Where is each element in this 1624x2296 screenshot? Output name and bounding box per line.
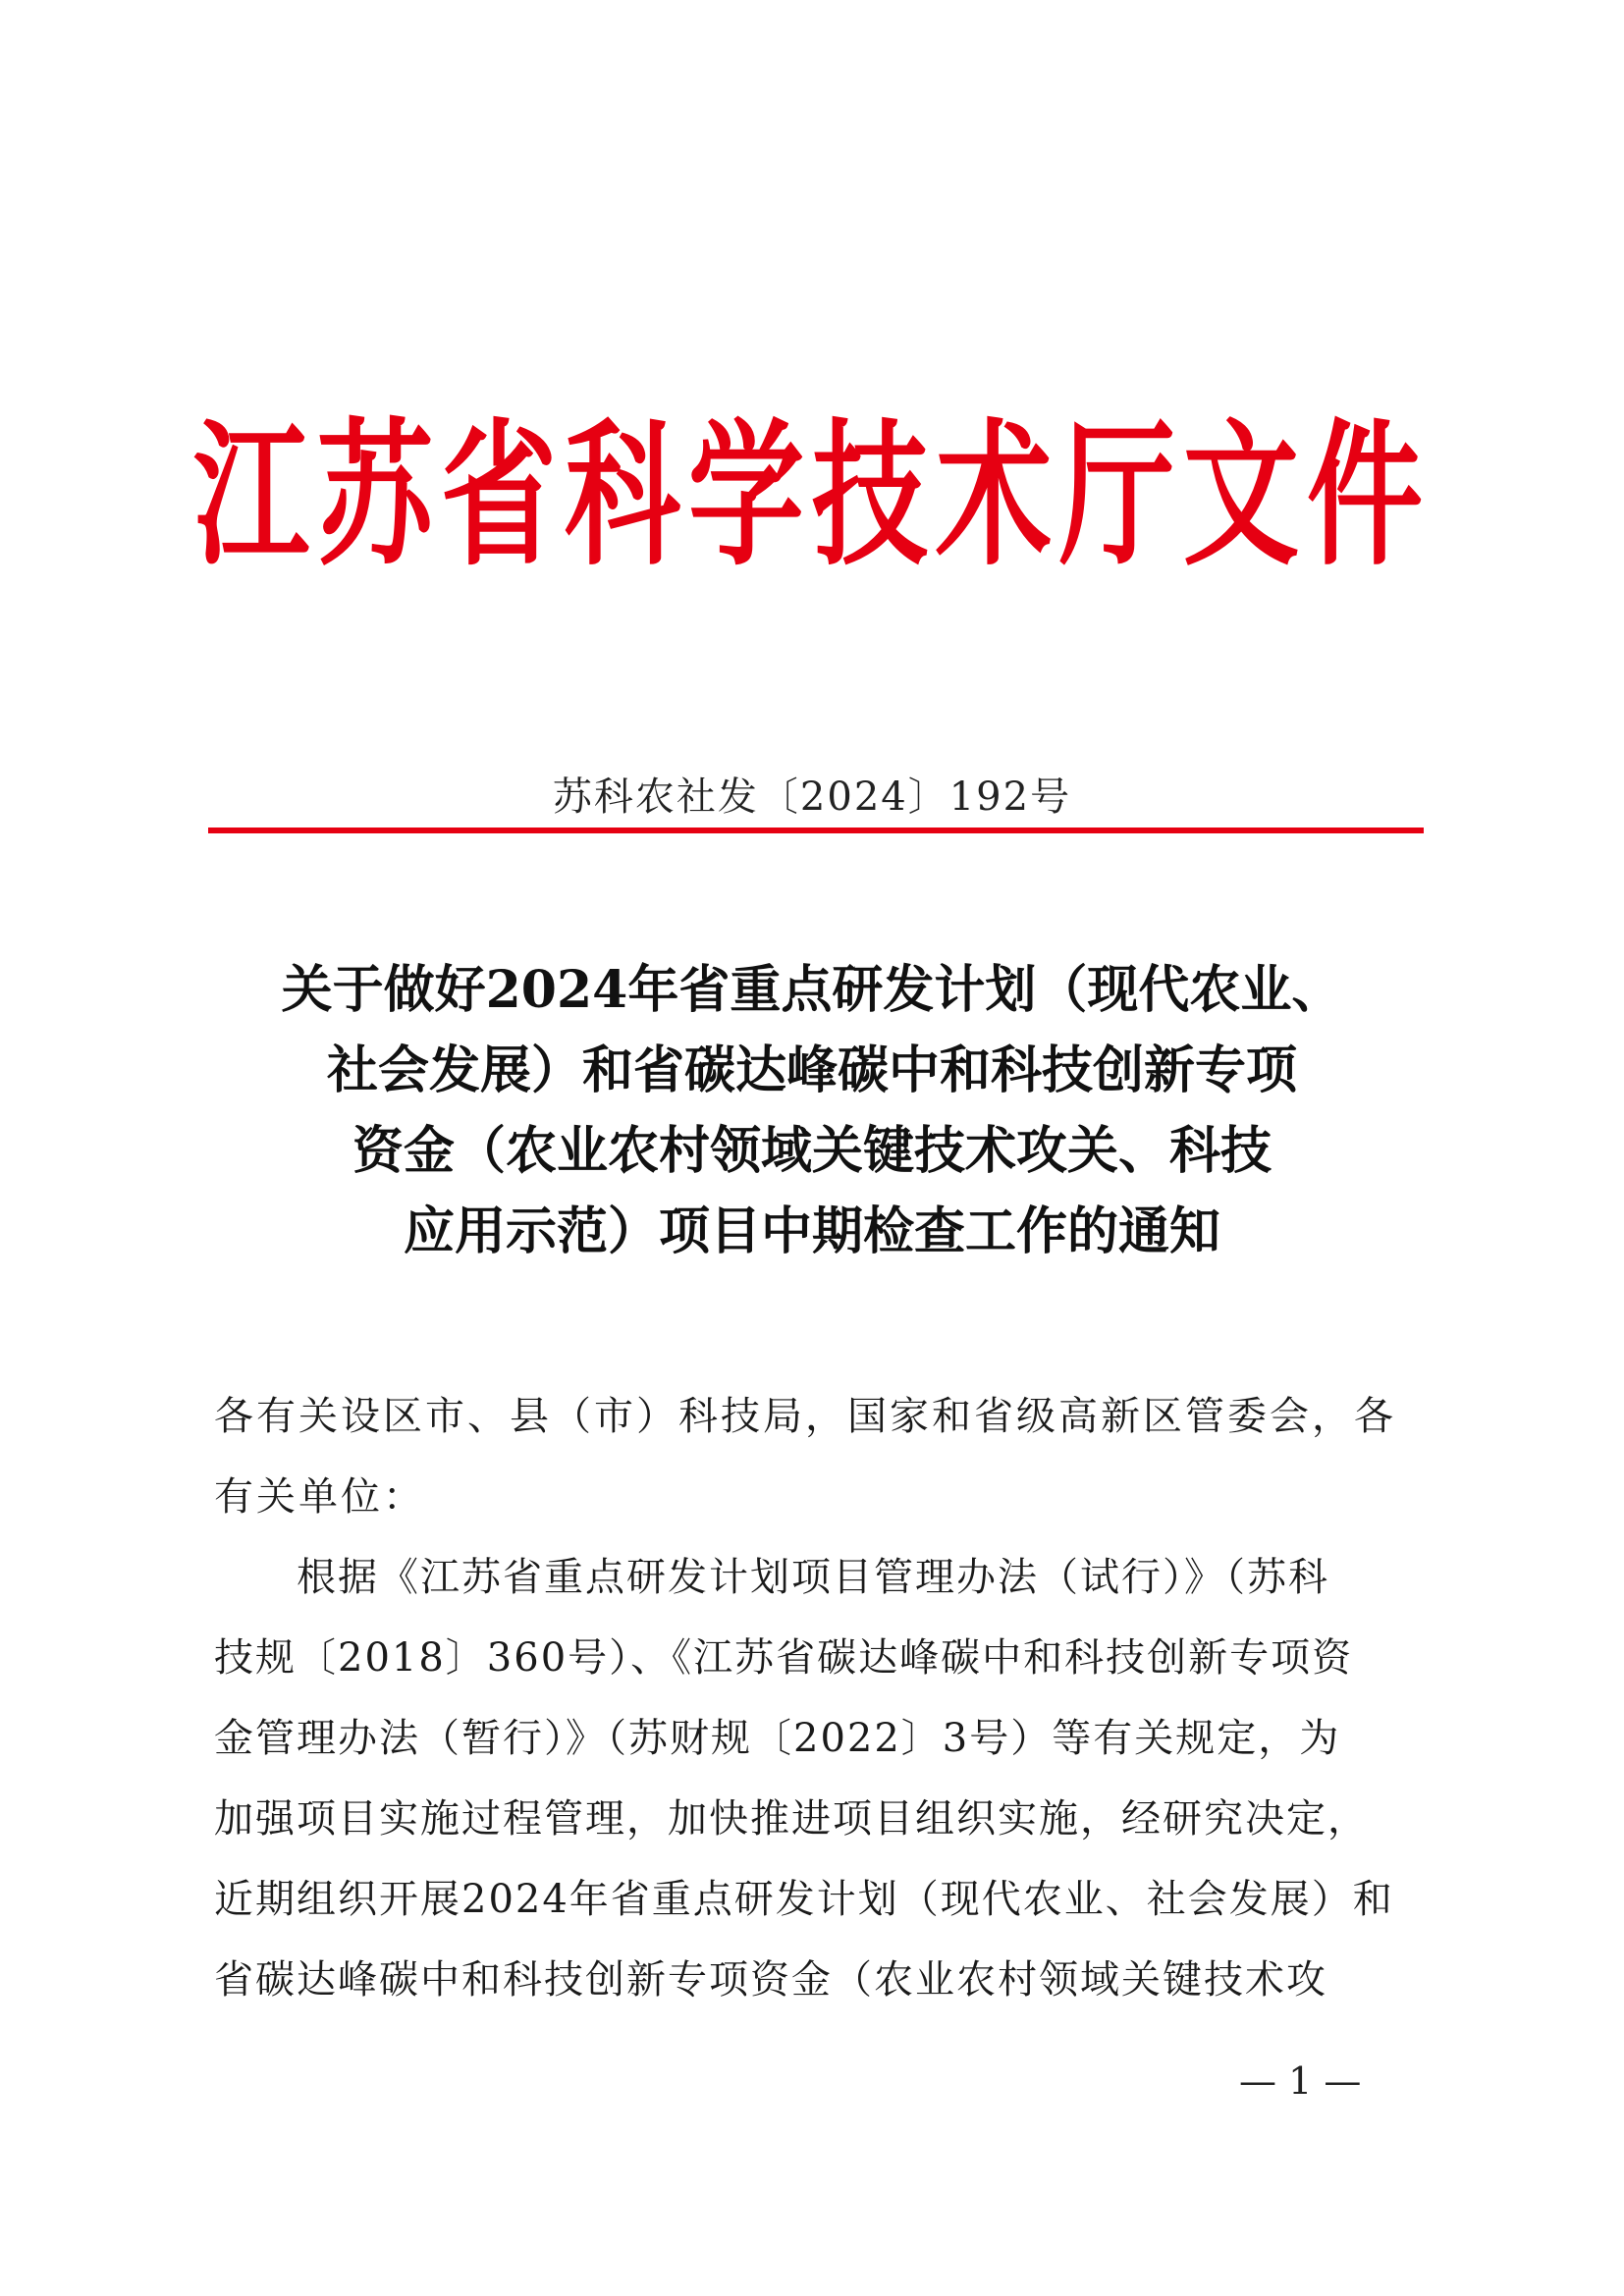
title-line: 关于做好2024年省重点研发计划（现代农业、 [281, 960, 1343, 1020]
masthead-title: 江苏省科学技术厅文件 [192, 403, 1431, 587]
addressee [214, 1376, 1424, 1537]
title-line: 社会发展）和省碳达峰碳中和科技创新专项 [326, 1041, 1297, 1100]
body-line: 近期组织开展2024年省重点研发计划（现代农业、社会发展）和 [214, 1877, 1394, 1922]
addressee-line: 有关单位： [214, 1474, 425, 1520]
title-line: 资金（农业农村领域关键技术攻关、科技 [352, 1121, 1272, 1181]
page-number: — 1 — [1239, 2059, 1362, 2103]
body-line: 技规〔2018〕360号）、《江苏省碳达峰碳中和科技创新专项资 [214, 1635, 1354, 1681]
body-paragraph [214, 1537, 1424, 2020]
document-title [147, 950, 1477, 1272]
body-line: 根据《江苏省重点研发计划项目管理办法（试行）》（苏科 [214, 1555, 1329, 1600]
body-line: 省碳达峰碳中和科技创新专项资金（农业农村领域关键技术攻 [214, 1957, 1327, 2002]
document-number: 苏科农社发〔2024〕192号 [552, 774, 1072, 820]
red-separator-rule [208, 828, 1424, 833]
addressee-line: 各有关设区市、县（市）科技局，国家和省级高新区管委会，各 [214, 1394, 1396, 1439]
body-line: 金管理办法（暂行）》（苏财规〔2022〕3号）等有关规定，为 [214, 1716, 1341, 1761]
body-line: 加强项目实施过程管理，加快推进项目组织实施，经研究决定， [214, 1796, 1369, 1842]
title-line: 应用示范）项目中期检查工作的通知 [403, 1201, 1220, 1261]
